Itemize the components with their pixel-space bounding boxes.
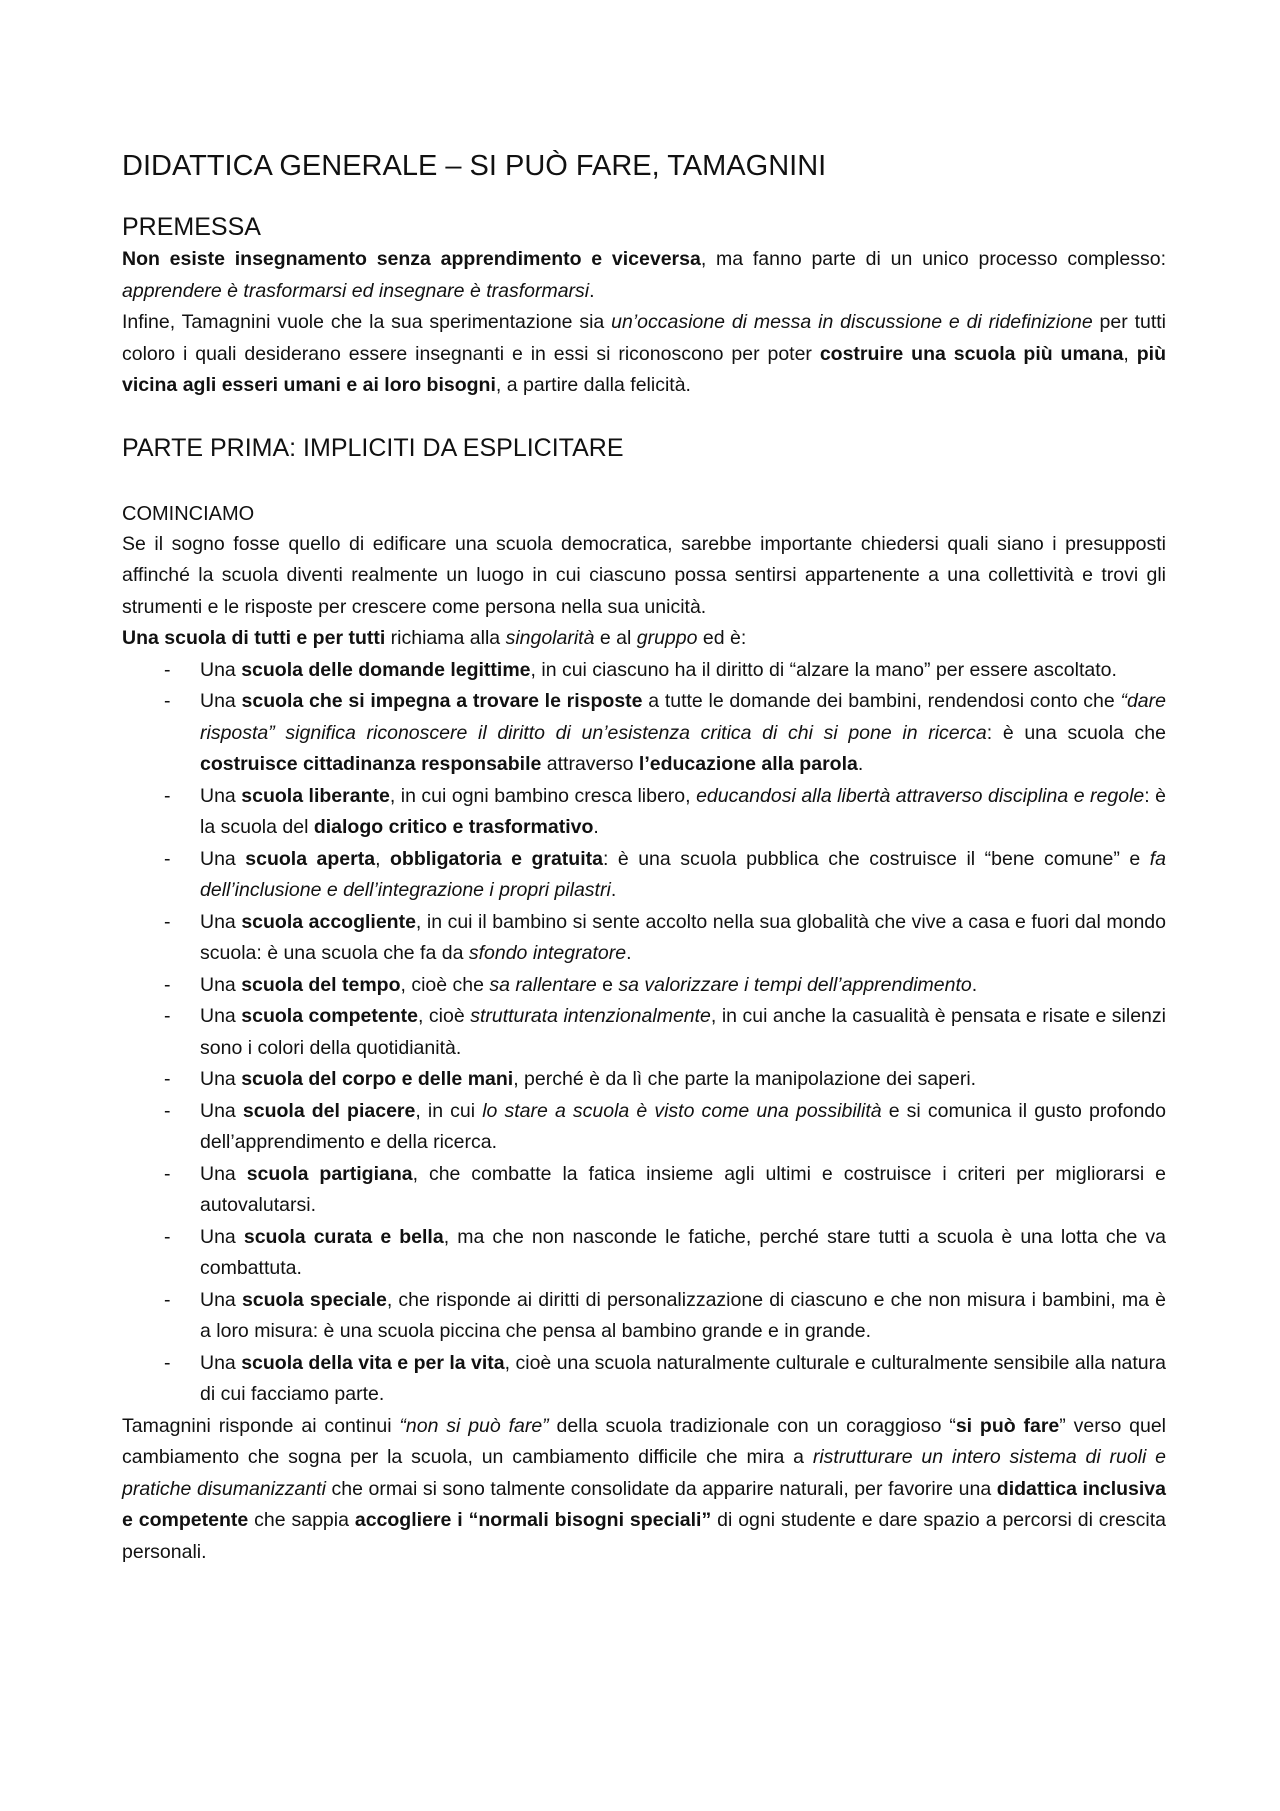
list-item: - Una scuola del corpo e delle mani, perché è da lì che parte la manipolazione dei saperi. bbox=[164, 1068, 977, 1090]
list-item: - Una scuola della vita e per la vita, cioè una scuola naturalmente culturale e culturalmente sensibile alla natura di cui facciamo parte. bbox=[164, 1351, 1166, 1405]
list-item: - Una scuola curata e bella, ma che non nasconde le fatiche, perché stare tutti a scuola è una lotta che va combattuta. bbox=[164, 1225, 1166, 1279]
list-item: - Una scuola del piacere, in cui lo stare a scuola è visto come una possibilità e si comunica il gusto profondo dell’apprendimento e della ricerca. bbox=[164, 1099, 1166, 1153]
list-item: - Una scuola partigiana, che combatte la fatica insieme agli ultimi e costruisce i criteri per migliorarsi e autovalutarsi. bbox=[164, 1162, 1166, 1216]
list-item: - Una scuola speciale, che risponde ai diritti di personalizzazione di ciascuno e che non misura i bambini, ma è a loro misura: è una scuola piccina che pensa al bambino grande e in grande. bbox=[164, 1288, 1166, 1342]
list-item: - Una scuola competente, cioè strutturata intenzionalmente, in cui anche la casualità è pensata e risate e silenzi sono i colori della quotidianità. bbox=[164, 1005, 1166, 1059]
premessa-paragraph-1: Non esiste insegnamento senza apprendimento e viceversa, ma fanno parte di un unico processo complesso: apprendere è trasformarsi ed insegnare è trasformarsi. bbox=[122, 248, 1166, 302]
closing-paragraph: Tamagnini risponde ai continui “non si può fare” della scuola tradizionale con un coraggioso “si può fare” verso quel cambiamento che sogna per la scuola, un cambiamento difficile che mira a ristrutturare un intero sistema di ruoli e pratiche disumanizzanti che ormai si sono talmente consolidate da apparire naturali, per favorire una didattica inclusiva e competente che sappia accogliere i “normali bisogni speciali” di ogni studente e dare spazio a percorsi di crescita personali. bbox=[122, 1414, 1167, 1563]
subsection-heading-cominciamo: COMINCIAMO bbox=[122, 502, 255, 525]
premessa-paragraph-2: Infine, Tamagnini vuole che la sua sperimentazione sia un’occasione di messa in discussione e di ridefinizione per tutti coloro i quali desiderano essere insegnanti e in essi si riconoscono per poter costruire una scuola più umana, più vicina agli esseri umani e ai loro bisogni, a partire dalla felicità. bbox=[122, 311, 1167, 396]
lead-paragraph: Una scuola di tutti e per tutti richiama alla singolarità e al gruppo ed è: bbox=[122, 627, 747, 649]
document-page bbox=[122, 150, 1166, 1568]
list-item: - Una scuola aperta, obbligatoria e gratuita: è una scuola pubblica che costruisce il “bene comune” e fa dell’inclusione e dell’integrazione i propri pilastri. bbox=[164, 847, 1166, 901]
list-item: - Una scuola accogliente, in cui il bambino si sente accolto nella sua globalità che vive a casa e fuori dal mondo scuola: è una scuola che fa da sfondo integratore. bbox=[164, 910, 1166, 964]
list-item: - Una scuola del tempo, cioè che sa rallentare e sa valorizzare i tempi dell’apprendimento. bbox=[164, 973, 978, 996]
intro-paragraph: Se il sogno fosse quello di edificare una scuola democratica, sarebbe importante chiedersi quali siano i presupposti affinché la scuola diventi realmente un luogo in cui ciascuno possa sentirsi appartenente a una collettività e trovi gli strumenti e le risposte per crescere come persona nella sua unicità. bbox=[122, 532, 1166, 618]
document-title: DIDATTICA GENERALE – SI PUÒ FARE, TAMAGNINI bbox=[122, 150, 827, 182]
list-item: - Una scuola che si impegna a trovare le risposte a tutte le domande dei bambini, rendendosi conto che “dare risposta” significa riconoscere il diritto di un’esistenza critica di chi si pone in ricerca: è una scuola che costruisce cittadinanza responsabile attraverso l’educazione alla parola. bbox=[164, 690, 1166, 775]
section-heading-premessa: PREMESSA bbox=[122, 213, 261, 241]
school-features-list bbox=[122, 655, 1166, 1411]
list-item: - Una scuola delle domande legittime, in cui ciascuno ha il diritto di “alzare la mano” per essere ascoltato. bbox=[164, 658, 1117, 681]
list-item: - Una scuola liberante, in cui ogni bambino cresca libero, educandosi alla libertà attraverso disciplina e regole: è la scuola del dialogo critico e trasformativo. bbox=[164, 784, 1167, 838]
section-heading-parte-prima: PARTE PRIMA: IMPLICITI DA ESPLICITARE bbox=[122, 433, 624, 462]
